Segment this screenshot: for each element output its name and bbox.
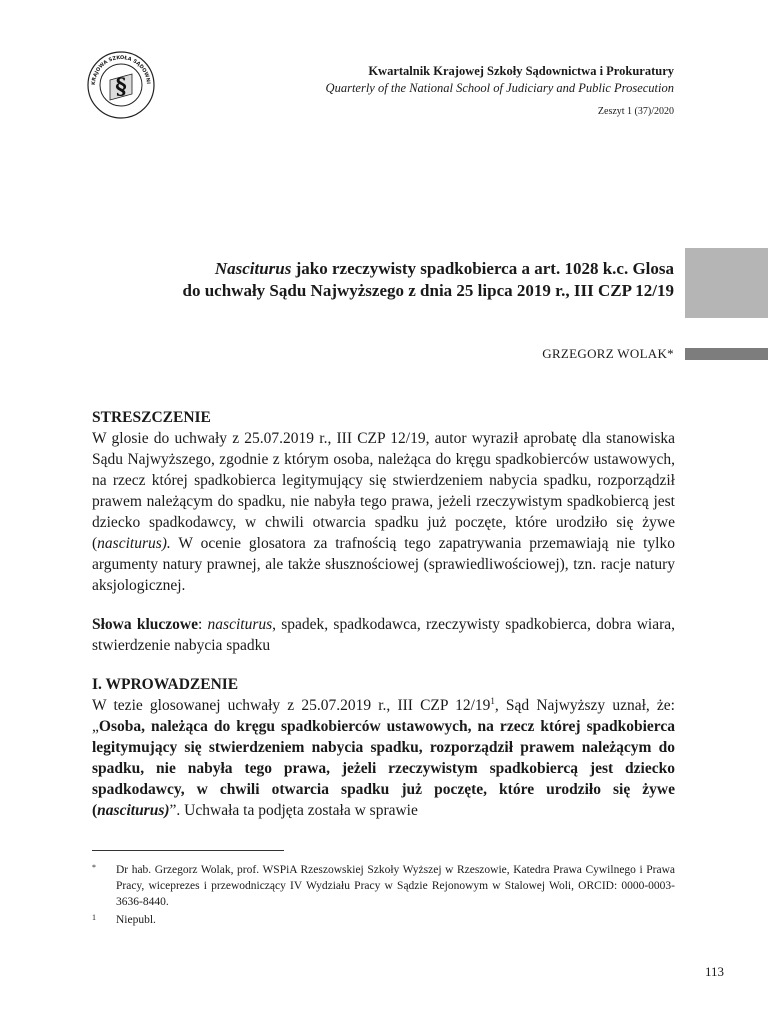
intro-text-a: W tezie glosowanej uchwały z 25.07.2019 r., III CZP 12/19 (92, 697, 491, 714)
footnote-text: Dr hab. Grzegorz Wolak, prof. WSPiA Rzeszowskiej Szkoły Wyższej w Rzeszowie, Katedra Prawa Cywilnego i Prawa Pracy, wiceprezes i przewodniczący IV Wydziału Pracy w Sądzie Rejonowym w Stalowej Woli, ORCID: 0000-0003-3636-8440. (116, 864, 675, 908)
journal-header (326, 63, 674, 119)
title-line1: jako rzeczywisty spadkobierca a art. 1028 k.c. Glosa (291, 259, 674, 278)
abstract-heading: STRESZCZENIE (92, 409, 211, 426)
side-marker-box (685, 248, 768, 318)
keywords-label: Słowa kluczowe (92, 616, 198, 633)
author-name: GRZEGORZ WOLAK* (542, 346, 674, 361)
svg-text:§: § (115, 74, 127, 100)
page-number: 113 (704, 964, 724, 979)
article-title (92, 258, 674, 302)
article-body (92, 407, 675, 821)
abstract-text-italic: nasciturus). (97, 535, 171, 552)
side-marker-bar (685, 348, 768, 360)
intro-text-c: ”. Uchwała ta podjęta została w sprawie (169, 802, 418, 819)
keywords-first: nasciturus (207, 616, 273, 633)
footnote (92, 912, 675, 928)
abstract-text (92, 428, 675, 596)
journal-title-pl: Kwartalnik Krajowej Szkoły Sądownictwa i Prokuratury (368, 64, 674, 78)
abstract-text-a: W glosie do uchwały z 25.07.2019 r., III CZP 12/19, autor wyraził aprobatę dla stanowiska Sądu Najwyższego, zgodnie z którym osoba, należąca do kręgu spadkobierców ustawowych, na rzecz której spadkobierca legitymujący się stwierdzeniem nabycia spadku, rozporządził prawem należącym do spadku, nie nabyła tego prawa, jeżeli rzeczywistym spadkobiercą jest dziecko spadkodawcy, w chwili otwarcia spadku już poczęte, które urodziło się żywe ( (92, 430, 675, 552)
footnote-text: Niepubl. (116, 914, 156, 926)
school-logo (86, 50, 156, 120)
intro-heading: I. WPROWADZENIE (92, 676, 239, 693)
intro-quote-italic: nasciturus) (97, 802, 170, 819)
footnotes (92, 862, 675, 930)
footnote-divider (92, 850, 284, 851)
intro-text-b: , Sąd Najwyższy uznał, że: „ (92, 697, 675, 735)
footnote (92, 862, 675, 910)
abstract-text-b: W ocenie glosatora za trafnością tego zapatrywania przemawiają nie tylko argumenty natury prawnej, ale także słusznościowej (sprawiedliwościowej), tzn. racje natury aksjologicznej. (92, 535, 675, 594)
footnote-ref-1[interactable]: 1 (490, 695, 495, 706)
keywords-rest: , spadek, spadkodawca, rzeczywisty spadkobierca, dobra wiara, stwierdzenie nabycia spadku (92, 616, 675, 654)
footnote-mark: * (92, 863, 96, 872)
title-line2: do uchwały Sądu Najwyższego z dnia 25 lipca 2019 r., III CZP 12/19 (182, 281, 674, 300)
journal-title-en: Quarterly of the National School of Judiciary and Public Prosecution (325, 81, 674, 95)
intro-quote: Osoba, należąca do kręgu spadkobierców ustawowych, na rzecz której spadkobierca legitymujący się stwierdzeniem nabycia spadku, rozporządził prawem należącym do spadku, nie nabyła tego prawa, jeżeli rzeczywistym spadkobiercą jest dziecko spadkodawcy, w chwili otwarcia spadku już poczęte, które urodziło się żywe ( (92, 718, 675, 819)
footnote-mark: 1 (92, 913, 96, 922)
title-italic: Nasciturus (214, 259, 292, 278)
keywords (92, 614, 675, 656)
intro-text (92, 695, 675, 821)
keywords-colon: : (198, 616, 208, 633)
logo-text: KRAJOWA SZKOŁA SĄDOWNI (90, 54, 151, 86)
issue-number: Zeszyt 1 (37)/2020 (597, 106, 674, 117)
